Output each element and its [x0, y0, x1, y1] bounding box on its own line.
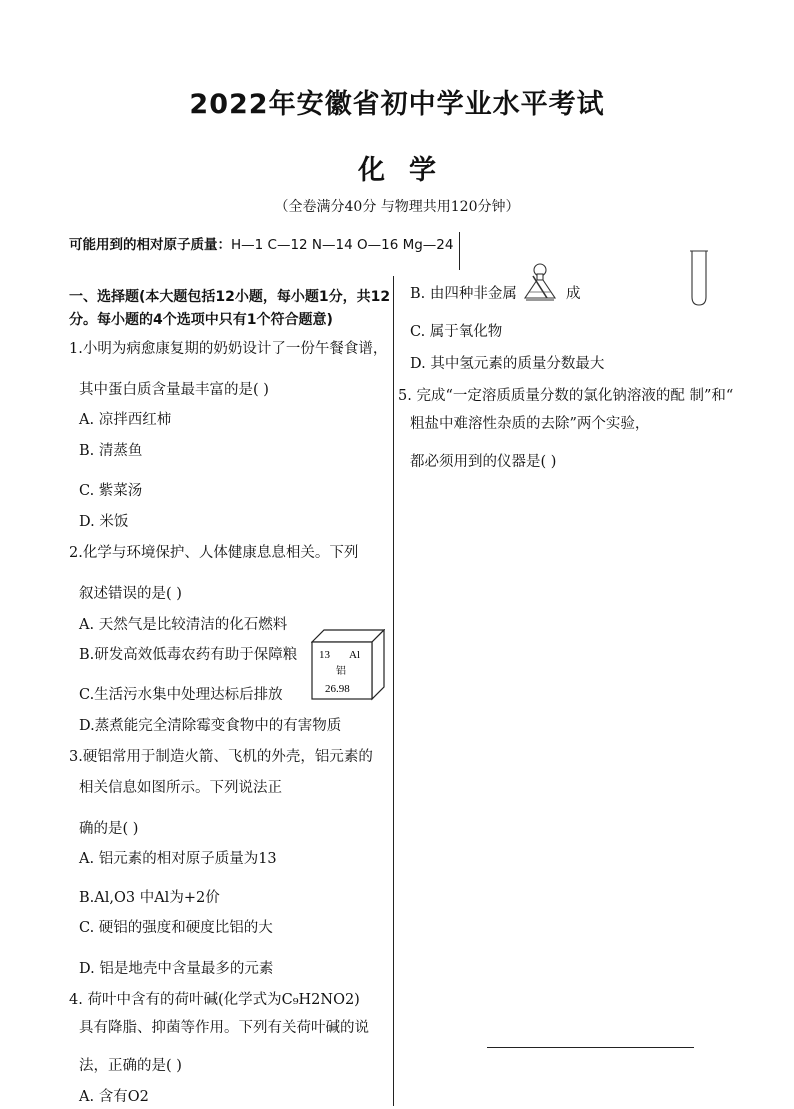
q1-stem-line1: 1.小明为病愈康复期的奶奶设计了一份午餐食谱，: [69, 341, 388, 357]
q1-option-c: C. 紫菜汤: [79, 483, 143, 499]
q2-option-d: D.蒸煮能完全清除霉变食物中的有害物质: [79, 718, 342, 734]
q3-option-a: A. 铝元素的相对原子质量为13: [79, 851, 277, 867]
section-heading-line1: 一、选择题(本大题包括12小题，每小题1分，共12: [69, 289, 391, 305]
q3-option-b: B.Al,O3 中Al为+2价: [79, 890, 220, 906]
q1-option-d: D. 米饭: [79, 514, 129, 530]
q3-option-d: D. 铝是地壳中含量最多的元素: [79, 961, 274, 977]
q1-stem-line2: 其中蛋白质含量最丰富的是( ): [79, 382, 269, 398]
subject-title: 化学: [358, 155, 460, 186]
q5-stem-line2: 粗盐中难溶性杂质的去除”两个实验，: [410, 416, 650, 432]
q2-option-c: C.生活污水集中处理达标后排放: [79, 687, 283, 703]
test-tube-icon: [689, 249, 709, 307]
q2-option-a: A. 天然气是比较清洁的化石燃料: [79, 617, 288, 633]
q5-stem-line1: 5. 完成“一定溶质质量分数的氯化钠溶液的配 制”和“: [398, 388, 734, 404]
exam-title: 2022年安徽省初中学业水平考试: [189, 89, 605, 120]
section-heading-line2: 分。每小题的4个选项中只有1个符合题意): [69, 312, 333, 328]
q3-stem-line2: 相关信息如图所示。下列说法正: [79, 780, 282, 796]
q2-stem-line2: 叙述错误的是( ): [79, 586, 182, 602]
q4-option-a: A. 含有O2: [79, 1089, 149, 1105]
column-divider: [393, 276, 394, 1106]
flask-icon: [523, 262, 557, 302]
q1-option-a: A. 凉拌西红柿: [79, 412, 172, 428]
q4-option-c: C. 属于氧化物: [410, 324, 503, 340]
atomic-masses: [69, 233, 454, 253]
atomic-masses-values: H—1 C—12 N—14 O—16 Mg—24: [231, 237, 454, 253]
aluminium-element-card: [311, 629, 385, 701]
element-number: 13: [319, 649, 330, 661]
q3-stem-line1: 3.硬铝常用于制造火箭、飞机的外壳，铝元素的: [69, 749, 373, 765]
q5-stem-line3: 都必须用到的仪器是( ): [410, 454, 557, 470]
element-symbol: Al: [349, 649, 360, 661]
q4-stem-line1: 4. 荷叶中含有的荷叶碱(化学式为C₉H2NO2): [69, 992, 360, 1008]
q4-option-d: D. 其中氢元素的质量分数最大: [410, 356, 605, 372]
q3-stem-line3: 确的是( ): [79, 821, 139, 837]
q4-stem-line3: 法，正确的是( ): [79, 1058, 182, 1074]
q4-option-b-tail: 成: [566, 286, 581, 302]
element-name: 铝: [336, 666, 346, 677]
q2-option-b: B.研发高效低毒农药有助于保障粮: [79, 647, 298, 663]
answer-line: [487, 1047, 694, 1048]
q3-option-c: C. 硬铝的强度和硬度比铝的大: [79, 920, 273, 936]
element-mass: 26.98: [325, 683, 350, 695]
exam-note: （全卷满分40分 与物理共用120分钟）: [274, 199, 520, 215]
q1-option-b: B. 清蒸鱼: [79, 443, 143, 459]
q4-stem-line2: 具有降脂、抑菌等作用。下列有关荷叶碱的说: [79, 1020, 369, 1036]
q4-option-b: B. 由四种非金属: [410, 286, 517, 302]
atomic-masses-label: 可能用到的相对原子质量：: [69, 237, 231, 253]
header-divider: [459, 232, 460, 270]
q2-stem-line1: 2.化学与环境保护、人体健康息息相关。下列: [69, 545, 359, 561]
